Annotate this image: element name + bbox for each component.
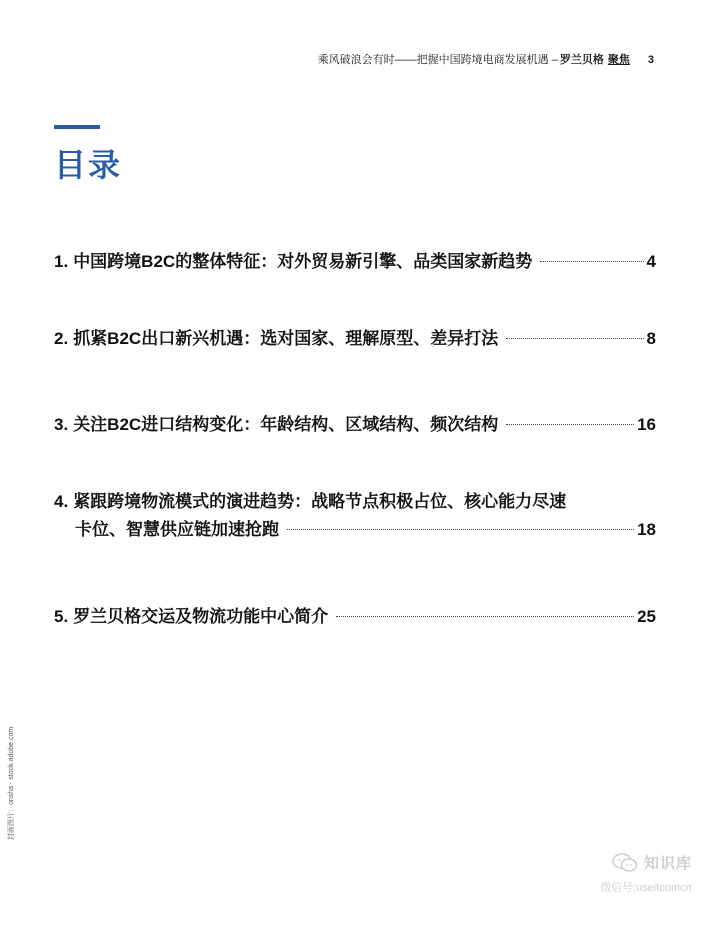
cover-image-credit: 封面图片：onsha - stock.adobe.com [8, 726, 15, 840]
toc-page: 8 [646, 329, 656, 348]
toc-number: 2. [54, 329, 69, 348]
toc-leader-dots [287, 529, 634, 530]
toc-page: 16 [637, 415, 656, 434]
toc-text-continued: 卡位、智慧供应链加速抢跑 [75, 520, 279, 539]
header-brand: 罗兰贝格 [559, 54, 604, 66]
running-header [318, 51, 654, 67]
toc-page: 25 [637, 607, 656, 626]
watermark [600, 852, 692, 895]
toc-text: 紧跟跨境物流模式的演进趋势：战略节点积极占位、核心能力尽速 [73, 492, 567, 511]
toc-text: 关注B2C进口结构变化：年龄结构、区域结构、频次结构 [73, 415, 499, 434]
toc-number: 1. [54, 252, 69, 271]
toc-entry-4[interactable] [54, 488, 656, 544]
wechat-icon [612, 853, 638, 873]
toc-page: 18 [637, 520, 656, 539]
header-section: 聚焦 [607, 54, 630, 66]
toc-leader-dots [506, 338, 643, 339]
toc-text: 抓紧B2C出口新兴机遇：选对国家、理解原型、差异打法 [73, 329, 499, 348]
watermark-name: 知识库 [644, 855, 693, 872]
toc-entry-2[interactable] [54, 325, 656, 353]
toc-entry-1[interactable] [54, 248, 656, 276]
toc-number: 3. [54, 415, 69, 434]
toc-text: 中国跨境B2C的整体特征：对外贸易新引擎、品类国家新趋势 [73, 252, 533, 271]
toc-leader-dots [540, 261, 643, 262]
toc-leader-dots [506, 424, 634, 425]
toc-entry-3[interactable] [54, 411, 656, 439]
header-subtitle: 乘风破浪会有时——把握中国跨境电商发展机遇 – [317, 54, 558, 66]
toc-text: 罗兰贝格交运及物流功能中心简介 [73, 607, 329, 626]
watermark-account: 微信号:useitcomcn [600, 882, 692, 894]
toc-entry-5[interactable] [54, 603, 656, 631]
toc-leader-dots [336, 616, 634, 617]
title-accent-rule [54, 125, 100, 129]
toc-number: 5. [54, 607, 69, 626]
header-page-number: 3 [647, 54, 654, 66]
page-title: 目录 [54, 147, 123, 183]
toc-number: 4. [54, 492, 69, 511]
toc-page: 4 [646, 252, 656, 271]
